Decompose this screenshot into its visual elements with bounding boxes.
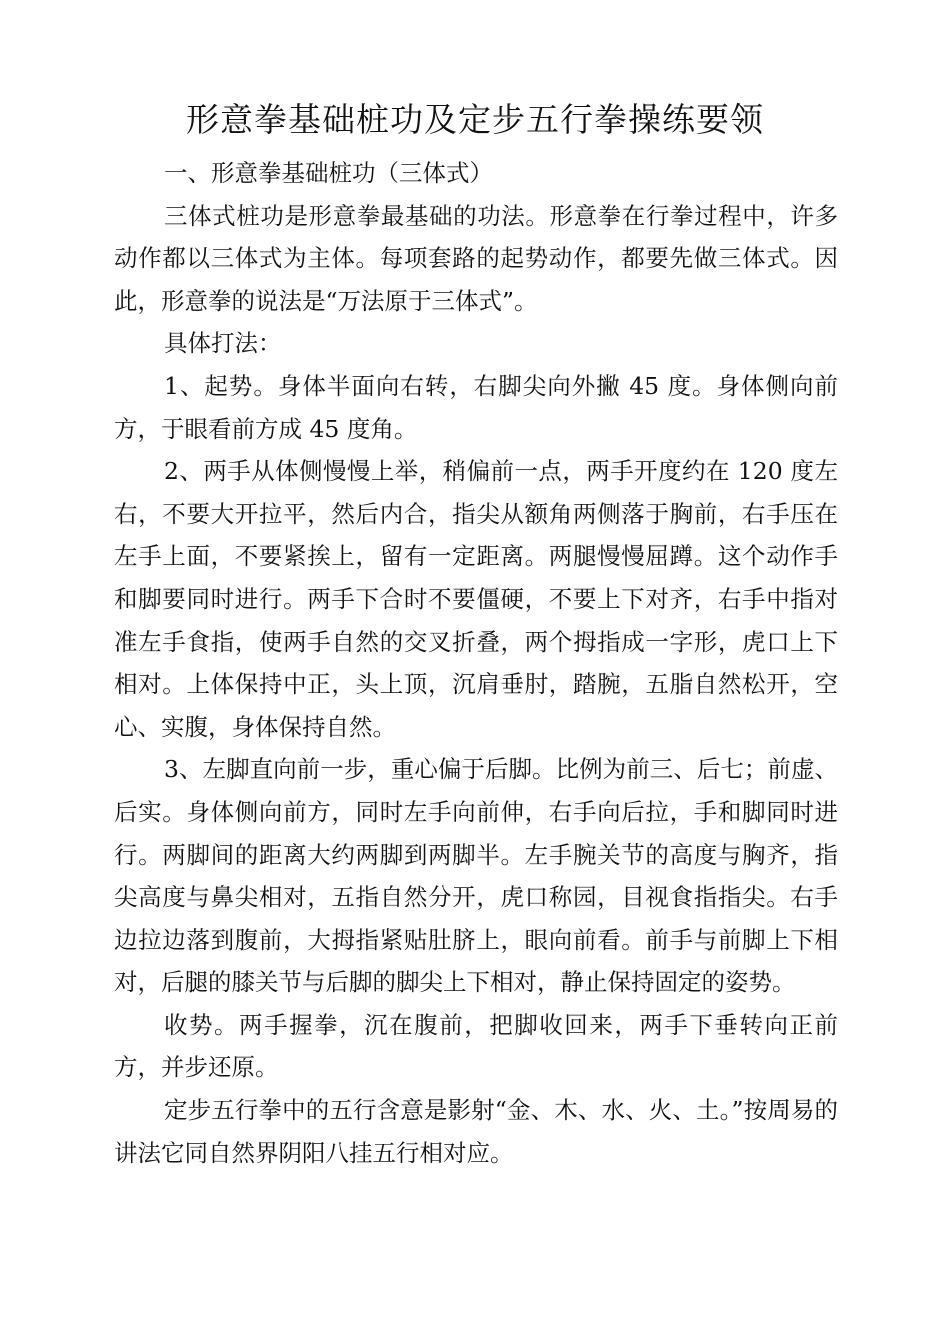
paragraph-step-1: 1、起势。身体半面向右转，右脚尖向外撇 45 度。身体侧向前方，于眼看前方成 45 度角。 — [114, 371, 838, 443]
paragraph-step-2: 2、两手从体侧慢慢上举，稍偏前一点，两手开度约在 120 度左右，不要大开拉平，然后内合，指尖从额角两侧落于胸前，右手压在左手上面，不要紧挨上，留有一定距离。两腿慢慢屈蹲。这个动作手和脚要同时进行。两手下合时不要僵硬，不要上下对齐，右手中指对准左手食指，使两手自然的交叉折叠，两个拇指成一字形，虎口上下相对。上体保持中正，头上顶，沉肩垂肘，踏腕，五脂自然松开，空心、实腹，身体保持自然。 — [114, 457, 838, 741]
paragraph-intro: 三体式桩功是形意拳最基础的功法。形意拳在行拳过程中，许多动作都以三体式为主体。每项套路的起势动作，都要先做三体式。因此，形意拳的说法是“万法原于三体式”。 — [114, 201, 838, 315]
document-body — [114, 152, 838, 1174]
paragraph-method-label: 具体打法： — [164, 329, 282, 358]
section-heading: 一、形意拳基础桩功（三体式） — [164, 159, 493, 187]
paragraph-five-elements: 定步五行拳中的五行含意是影射“金、木、水、火、土。”按周易的讲法它同自然界阴阳八挂五行相对应。 — [114, 1096, 838, 1167]
paragraph-step-3: 3、左脚直向前一步，重心偏于后脚。比例为前三、后七；前虚、后实。身体侧向前方，同时左手向前伸，右手向后拉，手和脚同时进行。两脚间的距离大约两脚到两脚半。左手腕关节的高度与胸齐，指尖高度与鼻尖相对，五指自然分开，虎口称园，目视食指指尖。右手边拉边落到腹前，大拇指紧贴肚脐上，眼向前看。前手与前脚上下相对，后腿的膝关节与后脚的脚尖上下相对，静止保持固定的姿势。 — [114, 755, 838, 997]
paragraph-closing-stance: 收势。两手握拳，沉在腹前，把脚收回来，两手下垂转向正前方，并步还原。 — [114, 1010, 838, 1082]
document-title: 形意拳基础桩功及定步五行拳操练要领 — [186, 100, 764, 139]
